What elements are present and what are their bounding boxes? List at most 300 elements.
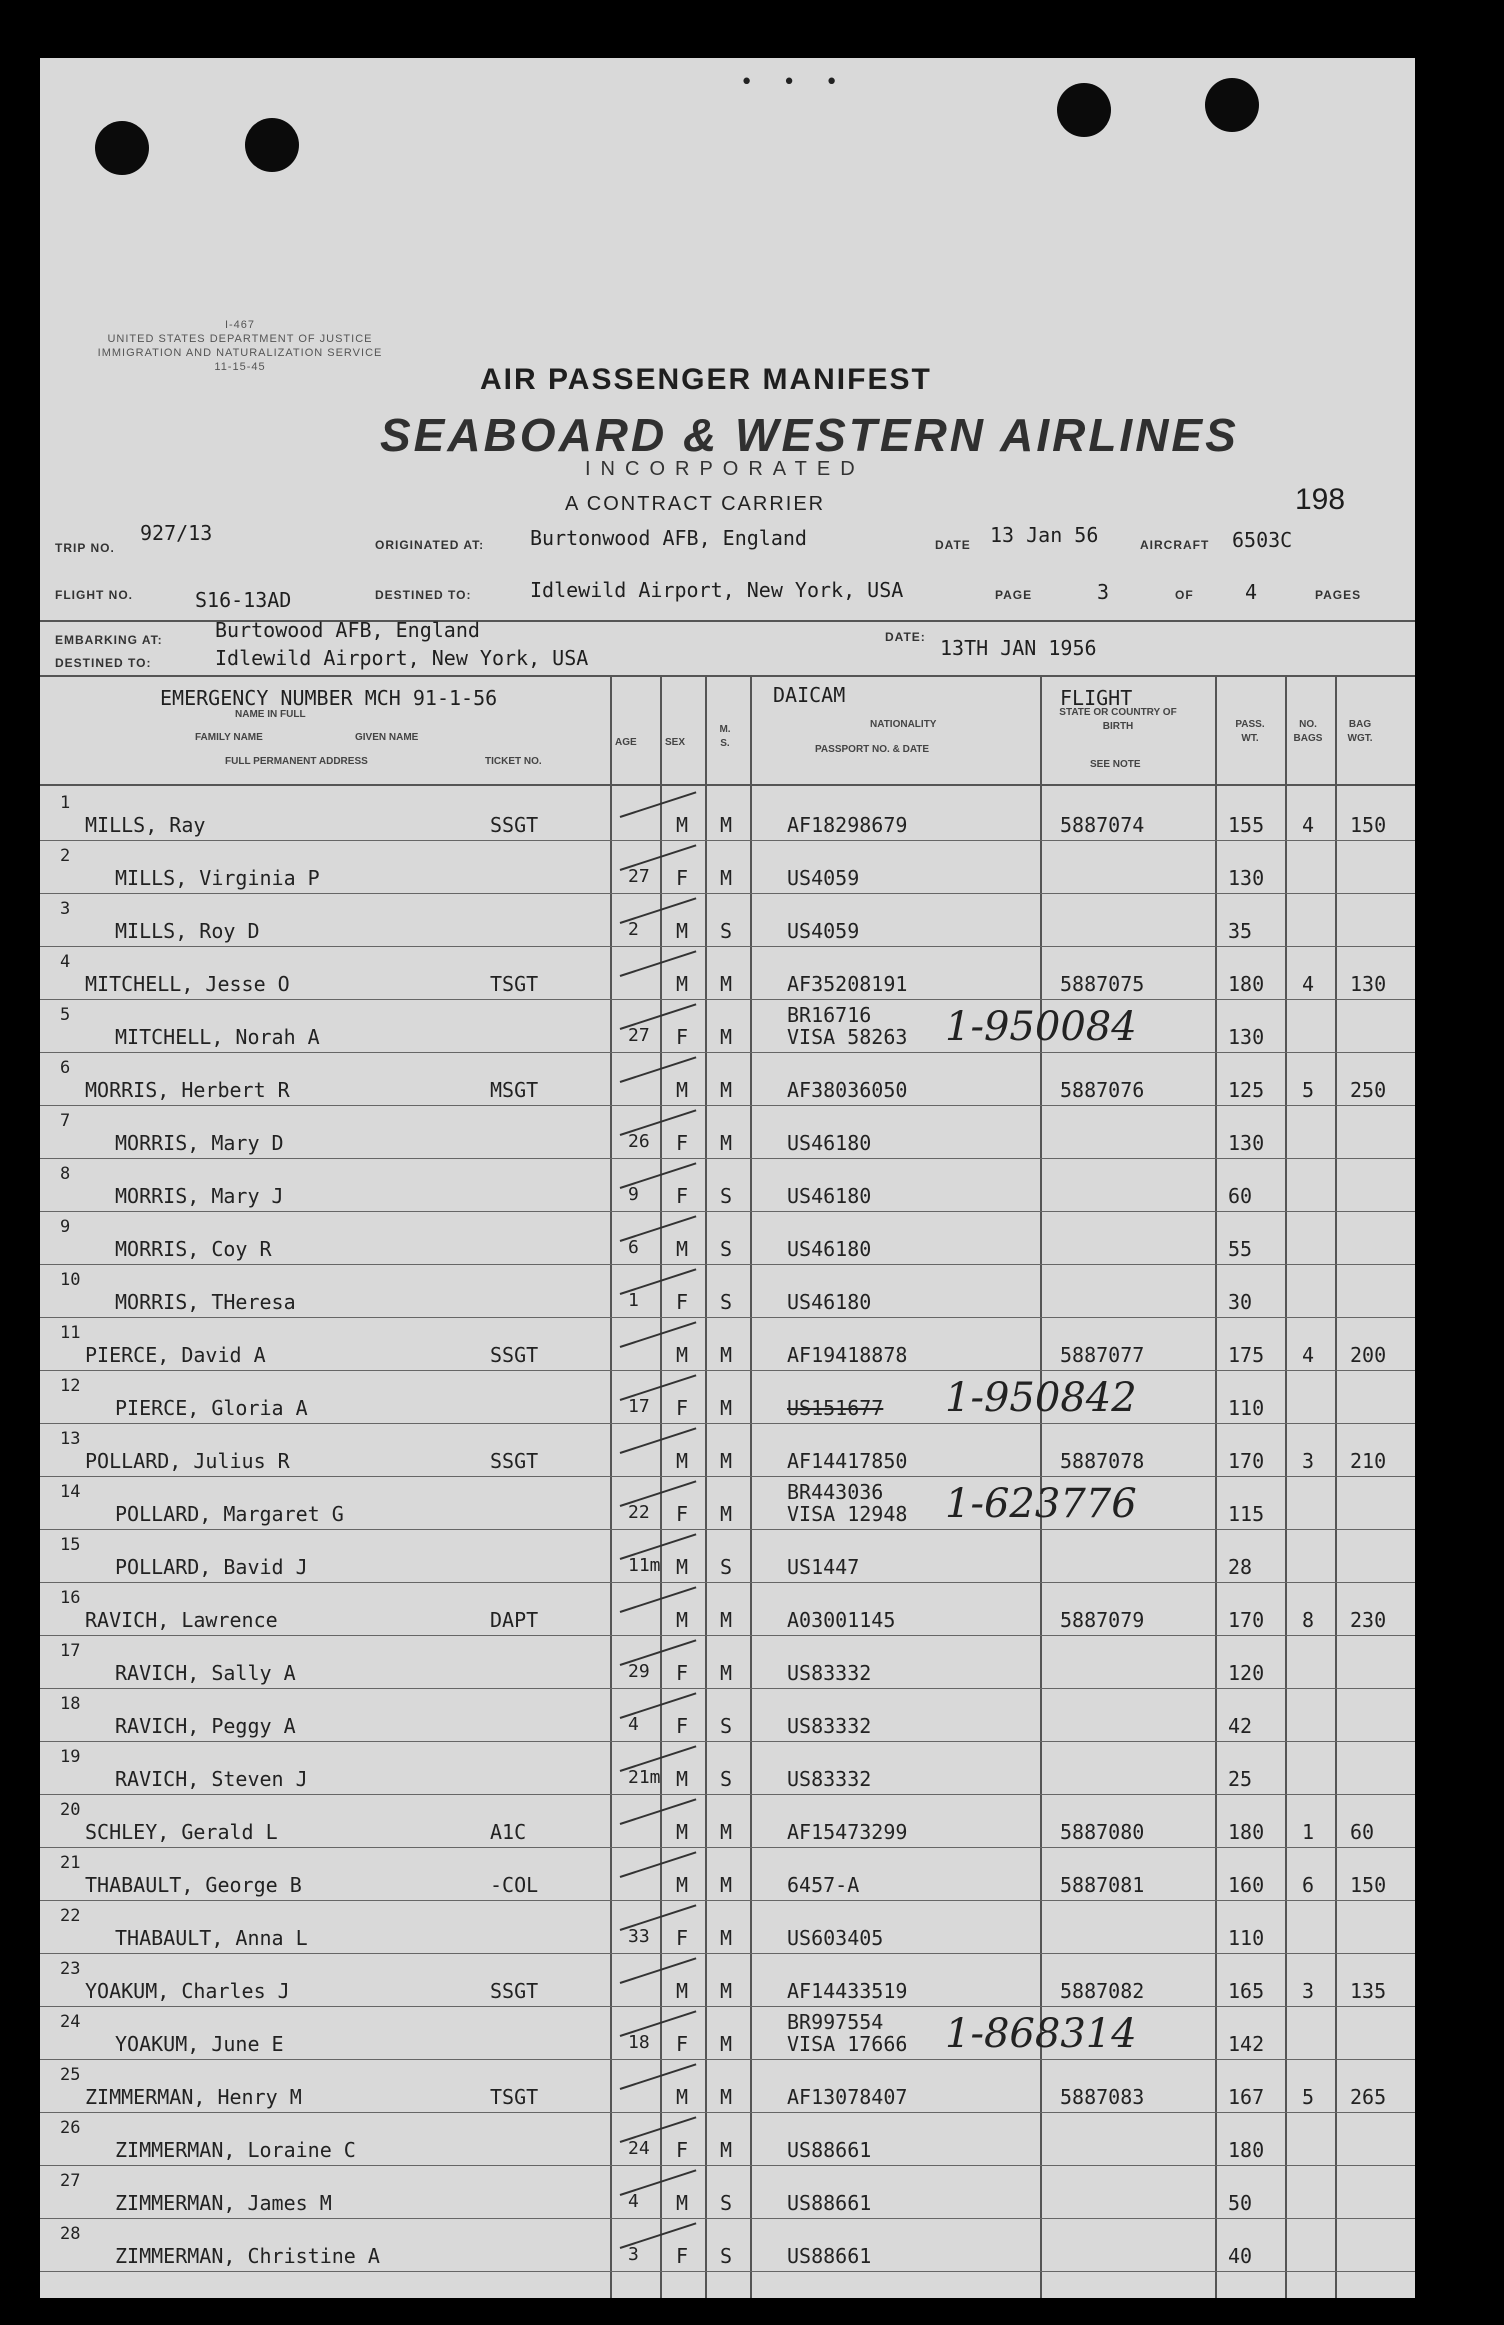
passenger-weight: 55 <box>1228 1237 1253 1261</box>
row-number: 18 <box>60 1694 81 1714</box>
row-number: 5 <box>60 1005 71 1025</box>
bag-weight: 150 <box>1350 813 1387 837</box>
passport-number: AF14417850 <box>787 1449 908 1473</box>
passenger-sex: M <box>676 2191 689 2215</box>
passenger-age: 29 <box>628 1661 650 1682</box>
table-row <box>40 1901 1415 1954</box>
passenger-marital-status: M <box>720 1608 733 1632</box>
originated-label: ORIGINATED AT: <box>375 538 485 552</box>
passenger-name: RAVICH, Lawrence <box>85 1608 278 1632</box>
table-row <box>40 1053 1415 1106</box>
bag-count: 4 <box>1302 813 1315 837</box>
table-row <box>40 1795 1415 1848</box>
passenger-sex: M <box>676 1449 689 1473</box>
row-number: 7 <box>60 1111 71 1131</box>
flight-number: 5887079 <box>1060 1608 1145 1632</box>
header-passport: PASSPORT NO. & DATE <box>815 744 930 755</box>
form-dept: UNITED STATES DEPARTMENT OF JUSTICE <box>107 333 373 345</box>
table-row <box>40 788 1415 841</box>
passenger-marital-status: M <box>720 813 733 837</box>
passenger-name: RAVICH, Peggy A <box>115 1714 296 1738</box>
passenger-sex: M <box>676 1078 689 1102</box>
flight-value: S16-13AD <box>195 588 292 612</box>
bag-count: 3 <box>1302 1449 1315 1473</box>
table-row <box>40 1106 1415 1159</box>
passenger-marital-status: S <box>720 1767 733 1791</box>
header-name-in-full: NAME IN FULL <box>235 709 306 720</box>
row-number: 27 <box>60 2171 81 2191</box>
punch-hole-2 <box>245 118 299 172</box>
passenger-marital-status: M <box>720 1873 733 1897</box>
passenger-age: 18 <box>628 2032 650 2053</box>
passenger-sex: M <box>676 1343 689 1367</box>
passenger-marital-status: M <box>720 2032 733 2056</box>
passport-number: US46180 <box>787 1237 872 1261</box>
header-flight-typed: FLIGHT <box>1060 686 1133 710</box>
bag-weight: 230 <box>1350 1608 1387 1632</box>
passenger-name: MITCHELL, Jesse O <box>85 972 290 996</box>
passenger-name: YOAKUM, June E <box>115 2032 284 2056</box>
passenger-marital-status: S <box>720 1290 733 1314</box>
row-number: 26 <box>60 2118 81 2138</box>
table-row <box>40 2113 1415 2166</box>
header-family: FAMILY NAME <box>195 732 263 743</box>
passport-number: US4059 <box>787 919 860 943</box>
passenger-name: RAVICH, Sally A <box>115 1661 296 1685</box>
row-number: 9 <box>60 1217 71 1237</box>
passenger-marital-status: S <box>720 1184 733 1208</box>
passenger-marital-status: S <box>720 919 733 943</box>
table-row <box>40 1848 1415 1901</box>
row-number: 6 <box>60 1058 71 1078</box>
row-number: 17 <box>60 1641 81 1661</box>
flight-number: 5887080 <box>1060 1820 1145 1844</box>
passenger-name: SCHLEY, Gerald L <box>85 1820 278 1844</box>
passenger-sex: F <box>676 1184 689 1208</box>
passenger-name: RAVICH, Steven J <box>115 1767 308 1791</box>
destined2-value: Idlewild Airport, New York, USA <box>215 646 589 670</box>
passenger-sex: M <box>676 2085 689 2109</box>
passenger-weight: 180 <box>1228 972 1265 996</box>
bag-count: 6 <box>1302 1873 1315 1897</box>
passenger-sex: M <box>676 1979 689 2003</box>
passenger-weight: 130 <box>1228 1025 1265 1049</box>
passenger-marital-status: S <box>720 2244 733 2268</box>
header-name-typed: EMERGENCY NUMBER MCH 91-1-56 <box>160 686 498 710</box>
passenger-sex: M <box>676 1555 689 1579</box>
header-pass-wt: PASS. WT. <box>1235 719 1265 744</box>
passenger-name: POLLARD, Bavid J <box>115 1555 308 1579</box>
form-service: IMMIGRATION AND NATURALIZATION SERVICE <box>97 347 383 359</box>
handwritten-number: 1-950842 <box>945 1375 1137 1421</box>
passenger-age: 27 <box>628 1025 650 1046</box>
table-row <box>40 1318 1415 1371</box>
passenger-marital-status: M <box>720 1343 733 1367</box>
passenger-marital-status: S <box>720 2191 733 2215</box>
header-given: GIVEN NAME <box>355 732 419 743</box>
passenger-sex: F <box>676 1714 689 1738</box>
header-address: FULL PERMANENT ADDRESS <box>225 756 368 767</box>
passenger-marital-status: S <box>720 1237 733 1261</box>
passenger-weight: 130 <box>1228 1131 1265 1155</box>
flight-number: 5887078 <box>1060 1449 1145 1473</box>
passport-number: AF19418878 <box>787 1343 908 1367</box>
bag-count: 5 <box>1302 1078 1315 1102</box>
passenger-rank: SSGT <box>490 1449 539 1473</box>
table-row <box>40 1371 1415 1424</box>
passenger-sex: F <box>676 2138 689 2162</box>
passport-number: US83332 <box>787 1714 872 1738</box>
passenger-age: 9 <box>628 1184 639 1205</box>
passenger-age: 22 <box>628 1502 650 1523</box>
passenger-name: MORRIS, Herbert R <box>85 1078 290 1102</box>
passenger-age: 24 <box>628 2138 650 2159</box>
bag-count: 4 <box>1302 1343 1315 1367</box>
form-date: 11-15-45 <box>214 361 266 373</box>
passenger-sex: F <box>676 866 689 890</box>
passport-number: AF14433519 <box>787 1979 908 2003</box>
passenger-age: 4 <box>628 2191 639 2212</box>
passport-secondary: BR16716 <box>787 1003 872 1027</box>
punch-hole-4 <box>1205 78 1259 132</box>
punch-hole-1 <box>95 121 149 175</box>
bag-count: 5 <box>1302 2085 1315 2109</box>
row-number: 2 <box>60 846 71 866</box>
passenger-age: 6 <box>628 1237 639 1258</box>
passenger-name: ZIMMERMAN, Henry M <box>85 2085 302 2109</box>
table-row <box>40 841 1415 894</box>
row-number: 14 <box>60 1482 81 1502</box>
passenger-weight: 130 <box>1228 866 1265 890</box>
incorporated-label: INCORPORATED <box>585 458 865 480</box>
destined2-label: DESTINED TO: <box>55 656 152 670</box>
flight-number: 5887083 <box>1060 2085 1145 2109</box>
date2-value: 13TH JAN 1956 <box>940 636 1097 660</box>
page-value: 3 <box>1097 580 1110 604</box>
passenger-name: MORRIS, THeresa <box>115 1290 296 1314</box>
passport-number: US88661 <box>787 2191 872 2215</box>
form-id: I-467 <box>224 319 256 331</box>
passport-number: AF18298679 <box>787 813 908 837</box>
flight-label: FLIGHT NO. <box>55 588 133 602</box>
passport-number: US83332 <box>787 1661 872 1685</box>
row-number: 25 <box>60 2065 81 2085</box>
table-row <box>40 1265 1415 1318</box>
decorative-dots: • • • <box>740 70 847 95</box>
passenger-sex: F <box>676 1025 689 1049</box>
row-number: 22 <box>60 1906 81 1926</box>
passenger-marital-status: M <box>720 1926 733 1950</box>
passenger-rank: DAPT <box>490 1608 539 1632</box>
passenger-weight: 165 <box>1228 1979 1265 2003</box>
passport-number: US603405 <box>787 1926 884 1950</box>
passenger-weight: 120 <box>1228 1661 1265 1685</box>
passenger-marital-status: S <box>720 1555 733 1579</box>
passenger-name: PIERCE, Gloria A <box>115 1396 308 1420</box>
bag-weight: 135 <box>1350 1979 1387 2003</box>
passenger-sex: F <box>676 1926 689 1950</box>
header-bag-wgt: BAG WGT. <box>1347 719 1373 744</box>
date2-label: DATE: <box>885 630 926 644</box>
passenger-sex: M <box>676 813 689 837</box>
passenger-marital-status: M <box>720 1396 733 1420</box>
passenger-sex: F <box>676 1131 689 1155</box>
row-number: 4 <box>60 952 71 972</box>
passenger-weight: 28 <box>1228 1555 1253 1579</box>
passenger-age: 1 <box>628 1290 639 1311</box>
header-bags: NO. BAGS <box>1293 719 1323 744</box>
passenger-weight: 167 <box>1228 2085 1265 2109</box>
table-row <box>40 2219 1415 2272</box>
manifest-title: AIR PASSENGER MANIFEST <box>480 363 932 396</box>
passenger-name: PIERCE, David A <box>85 1343 266 1367</box>
header-sex: SEX <box>665 737 686 748</box>
passport-number: US151677 <box>787 1396 884 1420</box>
row-number: 8 <box>60 1164 71 1184</box>
passport-number: US46180 <box>787 1184 872 1208</box>
passport-number: 6457-A <box>787 1873 860 1897</box>
passenger-marital-status: M <box>720 1449 733 1473</box>
passenger-weight: 155 <box>1228 813 1265 837</box>
originated-value: Burtonwood AFB, England <box>530 526 807 550</box>
date-label: DATE <box>935 538 971 552</box>
passenger-marital-status: M <box>720 1661 733 1685</box>
passenger-name: MORRIS, Coy R <box>115 1237 272 1261</box>
table-row <box>40 1159 1415 1212</box>
passport-number: AF15473299 <box>787 1820 908 1844</box>
table-row <box>40 1000 1415 1053</box>
passenger-sex: F <box>676 1396 689 1420</box>
table-row <box>40 1212 1415 1265</box>
airline-name: SEABOARD & WESTERN AIRLINES <box>380 409 1239 461</box>
passenger-name: MILLS, Ray <box>85 813 206 837</box>
passenger-name: ZIMMERMAN, James M <box>115 2191 332 2215</box>
passenger-name: POLLARD, Margaret G <box>115 1502 344 1526</box>
bag-count: 3 <box>1302 1979 1315 2003</box>
passenger-weight: 35 <box>1228 919 1253 943</box>
bag-count: 8 <box>1302 1608 1315 1632</box>
row-number: 10 <box>60 1270 81 1290</box>
header-nationality-typed: DAICAM <box>773 683 846 707</box>
bag-weight: 200 <box>1350 1343 1387 1367</box>
passenger-rank: MSGT <box>490 1078 539 1102</box>
passenger-marital-status: M <box>720 1078 733 1102</box>
bag-weight: 250 <box>1350 1078 1387 1102</box>
passenger-marital-status: M <box>720 2138 733 2162</box>
passenger-weight: 170 <box>1228 1449 1265 1473</box>
aircraft-value: 6503C <box>1232 528 1293 552</box>
trip-value: 927/13 <box>140 521 213 545</box>
passenger-sex: M <box>676 1608 689 1632</box>
passenger-rank: -COL <box>490 1873 539 1897</box>
passenger-sex: M <box>676 1873 689 1897</box>
table-row <box>40 1477 1415 1530</box>
passenger-rank: SSGT <box>490 813 539 837</box>
page-stamp: 198 <box>1295 483 1346 516</box>
row-number: 23 <box>60 1959 81 1979</box>
passenger-age: 2 <box>628 919 639 940</box>
passenger-sex: M <box>676 1820 689 1844</box>
passenger-sex: M <box>676 1237 689 1261</box>
table-row <box>40 1954 1415 2007</box>
passenger-weight: 42 <box>1228 1714 1253 1738</box>
row-number: 21 <box>60 1853 81 1873</box>
passenger-weight: 175 <box>1228 1343 1265 1367</box>
row-number: 11 <box>60 1323 81 1343</box>
passenger-rank: SSGT <box>490 1979 539 2003</box>
passenger-age: 33 <box>628 1926 650 1947</box>
passenger-name: MORRIS, Mary D <box>115 1131 284 1155</box>
bag-weight: 150 <box>1350 1873 1387 1897</box>
flight-number: 5887077 <box>1060 1343 1145 1367</box>
passenger-age: 17 <box>628 1396 650 1417</box>
passport-number: US88661 <box>787 2138 872 2162</box>
passport-number: AF13078407 <box>787 2085 908 2109</box>
passenger-weight: 60 <box>1228 1184 1253 1208</box>
passenger-sex: F <box>676 2244 689 2268</box>
passenger-name: THABAULT, Anna L <box>115 1926 308 1950</box>
passenger-sex: M <box>676 972 689 996</box>
passenger-marital-status: M <box>720 866 733 890</box>
trip-label: TRIP NO. <box>55 541 115 555</box>
flight-number: 5887081 <box>1060 1873 1145 1897</box>
passenger-weight: 160 <box>1228 1873 1265 1897</box>
passport-secondary: BR997554 <box>787 2010 884 2034</box>
passport-number: VISA 12948 <box>787 1502 908 1526</box>
handwritten-number: 1-950084 <box>945 1004 1137 1050</box>
passport-number: US83332 <box>787 1767 872 1791</box>
bag-weight: 210 <box>1350 1449 1387 1473</box>
passenger-name: MILLS, Roy D <box>115 919 260 943</box>
passenger-sex: F <box>676 1661 689 1685</box>
passenger-age: 3 <box>628 2244 639 2265</box>
header-see-note: SEE NOTE <box>1090 759 1141 770</box>
passenger-sex: M <box>676 919 689 943</box>
passenger-name: MILLS, Virginia P <box>115 866 320 890</box>
passport-number: US88661 <box>787 2244 872 2268</box>
passenger-name: ZIMMERMAN, Loraine C <box>115 2138 356 2162</box>
passenger-weight: 40 <box>1228 2244 1253 2268</box>
contract-carrier-label: A CONTRACT CARRIER <box>565 493 826 515</box>
row-number: 3 <box>60 899 71 919</box>
passenger-weight: 180 <box>1228 2138 1265 2162</box>
embarking-value: Burtowood AFB, England <box>215 618 480 642</box>
passport-number: VISA 17666 <box>787 2032 908 2056</box>
passenger-marital-status: M <box>720 1025 733 1049</box>
passport-number: US46180 <box>787 1290 872 1314</box>
passenger-rank: TSGT <box>490 972 539 996</box>
passenger-marital-status: M <box>720 1502 733 1526</box>
punch-hole-3 <box>1057 83 1111 137</box>
table-row <box>40 1636 1415 1689</box>
passenger-name: MORRIS, Mary J <box>115 1184 284 1208</box>
passenger-age: 21m <box>628 1767 661 1788</box>
passenger-name: THABAULT, George B <box>85 1873 302 1897</box>
row-number: 16 <box>60 1588 81 1608</box>
passenger-weight: 170 <box>1228 1608 1265 1632</box>
row-number: 24 <box>60 2012 81 2032</box>
of-label: OF <box>1175 588 1194 602</box>
passenger-weight: 125 <box>1228 1078 1265 1102</box>
passenger-marital-status: S <box>720 1714 733 1738</box>
passport-number: VISA 58263 <box>787 1025 908 1049</box>
row-rule <box>40 2271 1415 2272</box>
handwritten-number: 1-623776 <box>945 1481 1137 1527</box>
date-value: 13 Jan 56 <box>990 523 1099 547</box>
passport-number: AF35208191 <box>787 972 908 996</box>
destined-value: Idlewild Airport, New York, USA <box>530 578 904 602</box>
passenger-name: ZIMMERMAN, Christine A <box>115 2244 380 2268</box>
table-row <box>40 2007 1415 2060</box>
header-nationality: NATIONALITY <box>870 719 937 730</box>
passenger-age: 11m <box>628 1555 661 1576</box>
handwritten-number: 1-868314 <box>945 2011 1137 2057</box>
passenger-weight: 30 <box>1228 1290 1253 1314</box>
passenger-name: YOAKUM, Charles J <box>85 1979 290 2003</box>
row-number: 1 <box>60 793 71 813</box>
page-label: PAGE <box>995 588 1033 602</box>
passport-number: US4059 <box>787 866 860 890</box>
row-number: 12 <box>60 1376 81 1396</box>
aircraft-label: AIRCRAFT <box>1140 538 1210 552</box>
passenger-rank: SSGT <box>490 1343 539 1367</box>
passenger-weight: 180 <box>1228 1820 1265 1844</box>
bag-weight: 60 <box>1350 1820 1375 1844</box>
passenger-weight: 115 <box>1228 1502 1265 1526</box>
passenger-name: POLLARD, Julius R <box>85 1449 290 1473</box>
rule-header-bottom <box>40 784 1415 786</box>
table-row <box>40 1530 1415 1583</box>
form-header <box>50 318 430 374</box>
passenger-rank: TSGT <box>490 2085 539 2109</box>
passport-secondary: BR443036 <box>787 1480 884 1504</box>
header-ticket: TICKET NO. <box>485 756 542 767</box>
passenger-name: MITCHELL, Norah A <box>115 1025 320 1049</box>
passenger-marital-status: M <box>720 1820 733 1844</box>
passport-number: US46180 <box>787 1131 872 1155</box>
of-value: 4 <box>1245 580 1258 604</box>
passenger-sex: F <box>676 1290 689 1314</box>
table-row <box>40 2060 1415 2113</box>
embarking-label: EMBARKING AT: <box>55 633 163 647</box>
passenger-weight: 142 <box>1228 2032 1265 2056</box>
table-row <box>40 1742 1415 1795</box>
flight-number: 5887076 <box>1060 1078 1145 1102</box>
bag-weight: 265 <box>1350 2085 1387 2109</box>
header-state: STATE OR COUNTRY OF BIRTH <box>1059 707 1177 732</box>
header-age: AGE <box>615 737 637 748</box>
passenger-sex: F <box>676 2032 689 2056</box>
table-row <box>40 1424 1415 1477</box>
row-number: 20 <box>60 1800 81 1820</box>
row-number: 13 <box>60 1429 81 1449</box>
passenger-weight: 110 <box>1228 1926 1265 1950</box>
bag-weight: 130 <box>1350 972 1387 996</box>
passenger-marital-status: M <box>720 1131 733 1155</box>
row-number: 19 <box>60 1747 81 1767</box>
table-row <box>40 1689 1415 1742</box>
passenger-weight: 50 <box>1228 2191 1253 2215</box>
bag-count: 4 <box>1302 972 1315 996</box>
passport-number: A03001145 <box>787 1608 896 1632</box>
passenger-marital-status: M <box>720 1979 733 2003</box>
rule-header-top <box>40 675 1415 677</box>
passenger-age: 4 <box>628 1714 639 1735</box>
row-number: 28 <box>60 2224 81 2244</box>
passenger-weight: 110 <box>1228 1396 1265 1420</box>
table-row <box>40 894 1415 947</box>
bag-count: 1 <box>1302 1820 1315 1844</box>
